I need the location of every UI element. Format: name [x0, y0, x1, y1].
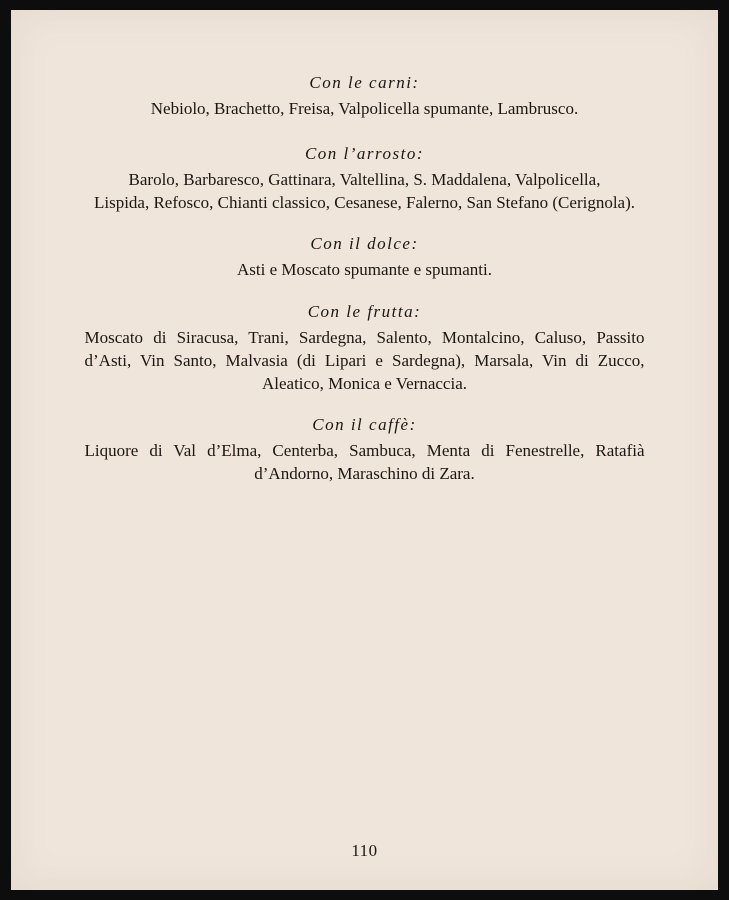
- section-text-line: d’Asti, Vin Santo, Malvasia (di Lipari e Sardegna), Marsala, Vin di Zucco,: [84, 351, 645, 370]
- section-heading: Con il caffè:: [312, 415, 417, 434]
- section-heading: Con il dolce:: [310, 234, 419, 253]
- page-number: 110: [351, 841, 378, 860]
- section-text-line: Barolo, Barbaresco, Gattinara, Valtellina, S. Maddalena, Valpolicella,: [128, 170, 601, 189]
- section-dolce: [11, 233, 718, 281]
- section-heading: Con l’arrosto:: [304, 144, 425, 163]
- section-text-line: d’Andorno, Maraschino di Zara.: [254, 464, 475, 483]
- section-frutta: [11, 301, 718, 395]
- section-text-line: Lispida, Refosco, Chianti classico, Cesanese, Falerno, San Stefano (Cerignola).: [93, 193, 636, 212]
- section-arrosto: [11, 143, 718, 214]
- section-text-line: Liquore di Val d’Elma, Centerba, Sambuca, Menta di Fenestrelle, Ratafià: [84, 441, 645, 460]
- section-text-line: Aleatico, Monica e Vernaccia.: [261, 374, 467, 393]
- section-text-line: Asti e Moscato spumante e spumanti.: [237, 260, 492, 279]
- section-carni: [11, 72, 718, 120]
- section-text-line: Nebiolo, Brachetto, Freisa, Valpolicella spumante, Lambrusco.: [150, 99, 579, 118]
- book-page: [11, 10, 718, 890]
- section-caffe: [11, 414, 718, 485]
- section-heading: Con le carni:: [309, 73, 420, 92]
- section-heading: Con le frutta:: [307, 302, 422, 321]
- section-text-line: Moscato di Siracusa, Trani, Sardegna, Salento, Montalcino, Caluso, Passito: [84, 328, 645, 347]
